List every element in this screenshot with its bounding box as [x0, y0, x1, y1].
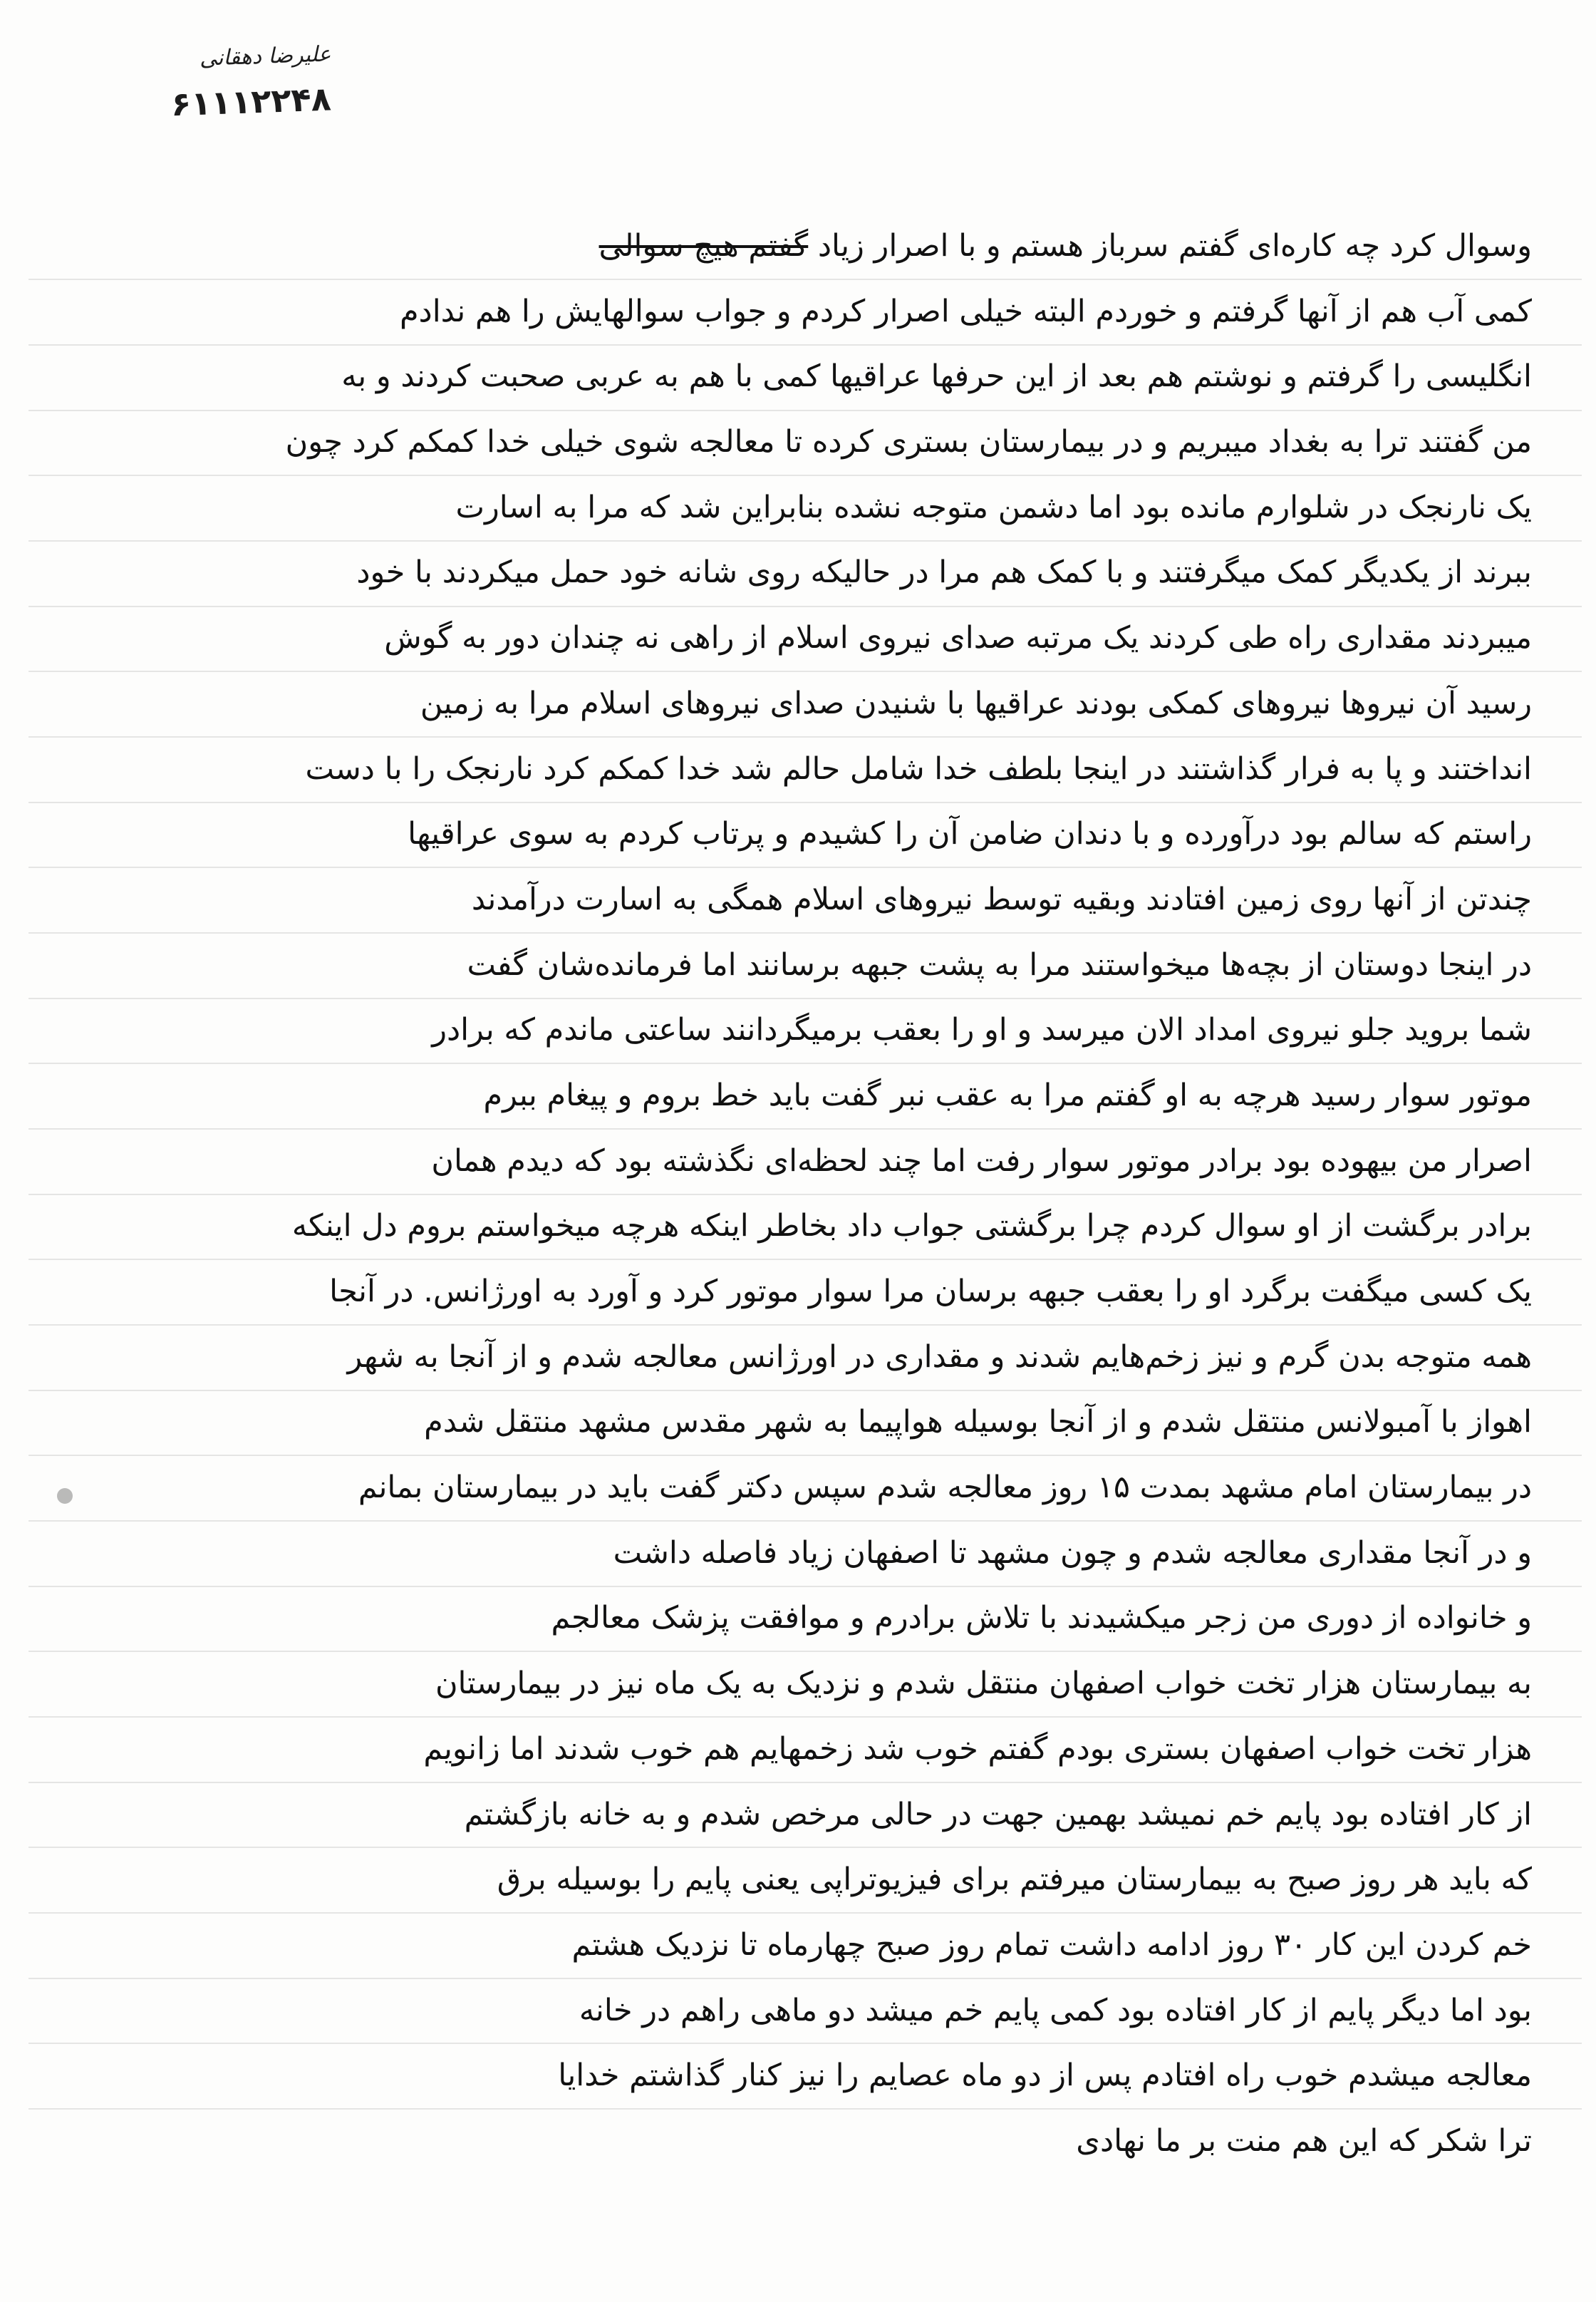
- text-line: رسید آن نیروها نیروهای کمکی بودند عراقیها با شنیدن صدای نیروهای اسلام مرا به زمین: [420, 685, 1532, 721]
- text-line: هزار تخت خواب اصفهان بستری بودم گفتم خوب شد زخمهایم هم خوب شدند اما زانویم: [423, 1730, 1532, 1767]
- text-line: در بیمارستان امام مشهد بمدت ۱۵ روز معالجه شدم سپس دکتر گفت باید در بیمارستان بمانم: [358, 1470, 1532, 1506]
- text-line: که باید هر روز صبح به بیمارستان میرفتم برای فیزیوتراپی یعنی پایم را بوسیله برق: [497, 1862, 1532, 1898]
- text-line: کمی آب هم از آنها گرفتم و خوردم البته خیلی اصرار کردم و جواب سوالهایش را هم ندادم: [399, 293, 1532, 329]
- text-line: یک کسی میگفت برگرد او را بعقب جبهه برسان مرا سوار موتور کرد و آورد به اورژانس. در آنجا: [329, 1274, 1532, 1309]
- text-line: و خانواده از دوری من زجر میکشیدند با تلاش برادرم و موافقت پزشک معالجم: [551, 1600, 1532, 1636]
- text-line: انگلیسی را گرفتم و نوشتم هم بعد از این حرفها عراقیها کمی با هم به عربی صحبت کردند و به: [341, 358, 1532, 395]
- struck-out-text: گفتم هیچ سوالی: [598, 228, 809, 264]
- text-line: یک نارنجک در شلوارم مانده بود اما دشمن متوجه نشده بنابراین شد که مرا به اسارت: [455, 489, 1532, 525]
- text-line: چندتن از آنها روی زمین افتادند وبقیه توسط نیروهای اسلام همگی به اسارت درآمدند: [471, 881, 1532, 917]
- handwritten-body: [50, 214, 1532, 2174]
- text-line: انداختند و پا به فرار گذاشتند در اینجا بلطف خدا شامل حالم شد خدا کمکم کرد نارنجک را با دست: [305, 750, 1532, 787]
- text-line: میبردند مقداری راه طی کردند یک مرتبه صدای نیروی اسلام از راهی نه چندان دور به گوش: [384, 620, 1532, 656]
- text-line: خم کردن این کار ۳۰ روز ادامه داشت تمام روز صبح چهارماه تا نزدیک هشتم: [571, 1926, 1532, 1963]
- author-name: علیرضا دهقانی: [199, 41, 332, 71]
- text-line: راستم که سالم بود درآورده و با دندان ضامن آن را کشیدم و پرتاب کردم به سوی عراقیها: [408, 816, 1532, 852]
- text-line: به بیمارستان هزار تخت خواب اصفهان منتقل شدم و نزدیک به یک ماه نیز در بیمارستان: [435, 1666, 1532, 1702]
- text-line: اهواز با آمبولانس منتقل شدم و از آنجا بوسیله هواپیما به شهر مقدس مشهد منتقل شدم: [424, 1404, 1532, 1440]
- document-header: [170, 41, 428, 124]
- text-line: در اینجا دوستان از بچه‌ها میخواستند مرا به پشت جبهه برسانند اما فرمانده‌شان گفت: [467, 946, 1532, 983]
- text-line: بود اما دیگر پایم از کار افتاده بود کمی پایم خم میشد دو ماهی راهم در خانه: [579, 1992, 1532, 2028]
- text-line: برادر برگشت از او سوال کردم چرا برگشتی جواب داد بخاطر اینکه هرچه میخواستم بروم دل اینکه: [291, 1208, 1532, 1244]
- text-line: ترا شکر که این هم منت بر ما نهادی: [1076, 2122, 1532, 2159]
- text-line: [50, 214, 1532, 279]
- text-line: موتور سوار رسید هرچه به او گفتم مرا به عقب نبر گفت باید خط بروم و پیغام ببرم: [483, 1077, 1532, 1113]
- text-line: ببرند از یکدیگر کمک میگرفتند و با کمک هم مرا در حالیکه روی شانه خود حمل میکردند با خود: [356, 554, 1532, 591]
- text-line: شما بروید جلو نیروی امداد الان میرسد و او را بعقب برمیگردانند ساعتی ماندم که برادر: [432, 1012, 1532, 1048]
- text-line: و در آنجا مقداری معالجه شدم و چون مشهد تا اصفهان زیاد فاصله داشت: [613, 1534, 1532, 1571]
- text-line: معالجه میشدم خوب راه افتادم پس از دو ماه عصایم را نیز کنار گذاشتم خدایا: [558, 2058, 1532, 2094]
- text-line: اصرار من بیهوده بود برادر موتور سوار رفت اما چند لحظه‌ای نگذشته بود که دیدم همان: [431, 1142, 1532, 1179]
- id-number: ۶۱۱۱۲۲۴۸: [170, 79, 332, 124]
- text-line-content: وسوال کرد چه کاره‌ای گفتم سرباز هستم و با اصرار زیاد: [817, 228, 1532, 264]
- text-line: من گفتند ترا به بغداد میبریم و در بیمارستان بستری کرده تا معالجه شوی خیلی خدا کمکم کرد چون: [285, 424, 1532, 460]
- text-line: همه متوجه بدن گرم و نیز زخم‌هایم شدند و مقداری در اورژانس معالجه شدم و از آنجا به شهر: [347, 1338, 1532, 1375]
- text-line: از کار افتاده بود پایم خم نمیشد بهمین جهت در حالی مرخص شدم و به خانه بازگشتم: [464, 1796, 1532, 1832]
